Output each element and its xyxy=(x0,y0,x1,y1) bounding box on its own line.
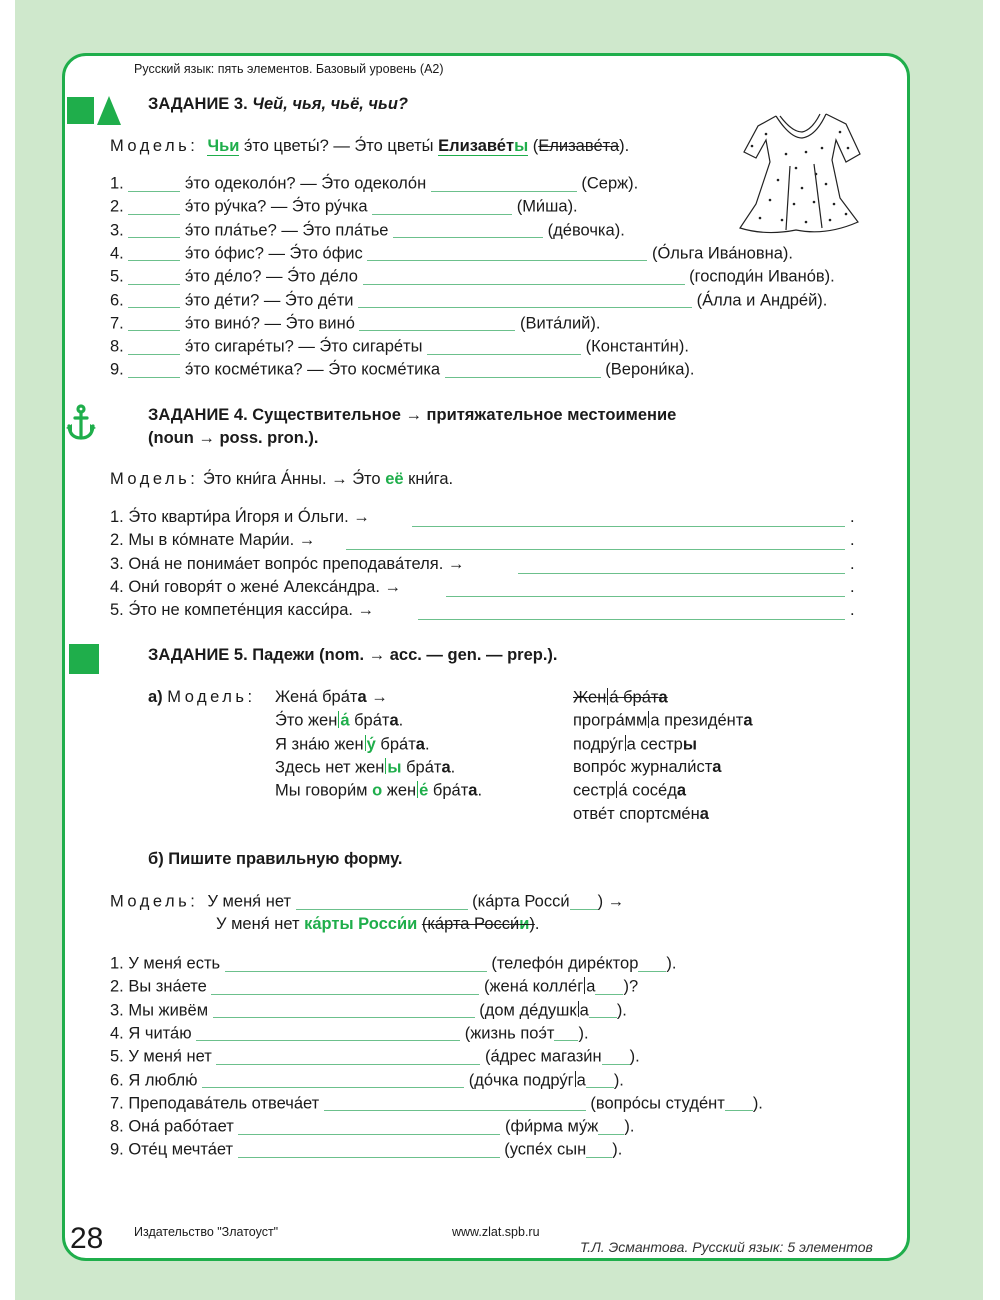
item-hint: (жизнь поэ́т xyxy=(460,1024,555,1043)
ending: а xyxy=(699,804,709,823)
model-line xyxy=(275,735,430,755)
text: . xyxy=(398,711,404,730)
answer-blank[interactable] xyxy=(393,221,543,239)
publisher: Издательство "Златоуст" xyxy=(134,1225,279,1239)
ending-blank[interactable] xyxy=(595,977,623,995)
question-word-blank[interactable] xyxy=(128,197,180,215)
text: Жена́ бра́т xyxy=(275,688,358,706)
genitive-ending: а xyxy=(441,758,451,777)
answer-blank[interactable] xyxy=(238,1140,500,1158)
task4-item xyxy=(110,555,464,574)
answer-blank[interactable] xyxy=(518,557,845,574)
question-word-blank[interactable] xyxy=(128,314,180,332)
item-hint: (вопро́сы студе́нт xyxy=(585,1094,725,1113)
answer-blank[interactable] xyxy=(359,314,515,332)
ending-blank[interactable] xyxy=(586,1140,612,1158)
text: Здесь нет жен xyxy=(275,758,385,777)
case-ending: ы xyxy=(387,758,402,777)
item-question: э́то пла́тье? — Э́то пла́тье xyxy=(180,221,394,240)
model-answer: Чьи xyxy=(207,137,240,155)
task3-model: Модель: Чьи э́то цветы́? — Э́то цветы́ Елизаве́ты (Елизаве́та). xyxy=(110,137,630,155)
text: а президе́нт xyxy=(650,711,744,730)
item-number: 1. xyxy=(110,174,124,193)
ending-blank[interactable] xyxy=(570,892,598,910)
answer-blank[interactable] xyxy=(346,533,845,550)
genitive-ending: а xyxy=(389,711,399,730)
stem: сестр xyxy=(573,781,616,800)
book-author-title: Т.Л. Эсмантова. Русский язык: 5 элементов xyxy=(580,1239,873,1255)
task5b-item xyxy=(110,1047,640,1067)
case-ending: а́ xyxy=(340,711,350,730)
item-sentence: 6. Я люблю́ xyxy=(110,1071,203,1089)
item-sentence: 5. У меня́ нет xyxy=(110,1047,217,1066)
item-hint-close: ). xyxy=(629,1047,640,1066)
item-hint: (а́дрес магази́н xyxy=(480,1047,602,1066)
item-sentence: 2. Вы зна́ете xyxy=(110,977,212,996)
task3-item xyxy=(110,174,638,194)
item-hint: (успе́х сын xyxy=(499,1140,587,1159)
item-question: э́то косме́тика? — Э́то косме́тика xyxy=(180,360,445,379)
word-pair xyxy=(573,711,753,731)
task5b-item xyxy=(110,954,677,974)
item-question: э́то сигаре́ты? — Э́то сигаре́ты xyxy=(180,337,428,356)
question-word-blank[interactable] xyxy=(128,267,180,285)
text: . xyxy=(477,781,483,800)
item-hint-close: ). xyxy=(666,954,677,973)
item-question: э́то о́фис? — Э́то о́фис xyxy=(180,244,368,263)
hint-ending: а xyxy=(586,977,596,996)
task3-item xyxy=(110,291,827,311)
question-word-blank[interactable] xyxy=(128,291,180,309)
case-ending: у́ xyxy=(366,735,376,754)
item-hint: (О́льга Ива́новна). xyxy=(647,244,793,263)
text: Э́то жен xyxy=(275,711,338,730)
task4-model: Модель: Э́то кни́га А́нны. → Э́то её кни́га. xyxy=(110,470,454,488)
answer-blank[interactable] xyxy=(412,510,845,527)
item-hint: (Вита́лий). xyxy=(515,314,601,333)
genitive-ending: а xyxy=(415,735,425,754)
ending-blank[interactable] xyxy=(602,1047,630,1065)
item-sentence: 3. Она́ не понима́ет вопро́с преподава́теля. → xyxy=(110,554,465,573)
period: . xyxy=(850,508,855,526)
green-square-icon xyxy=(69,644,99,674)
task4-item xyxy=(110,531,315,550)
answer-blank[interactable] xyxy=(324,1094,586,1112)
ending: а xyxy=(712,757,722,776)
ending-blank[interactable] xyxy=(638,954,666,972)
item-hint: (жена́ колле́г xyxy=(479,977,584,996)
answer-blank[interactable] xyxy=(202,1071,464,1089)
answer-blank[interactable] xyxy=(372,197,512,215)
text: а́ бра́т xyxy=(609,688,659,707)
task3-item xyxy=(110,314,600,334)
text: бра́т xyxy=(375,735,416,754)
ending-blank[interactable] xyxy=(598,1117,624,1135)
task4-item xyxy=(110,601,374,620)
text: . xyxy=(424,735,430,754)
answer-blank[interactable] xyxy=(418,603,845,620)
item-hint-close: ). xyxy=(616,1001,627,1020)
item-hint-close: ). xyxy=(578,1024,589,1043)
text: вопро́с журнали́ст xyxy=(573,757,713,776)
answer-blank[interactable] xyxy=(367,244,647,262)
ending: а xyxy=(743,711,753,730)
item-sentence: 9. Оте́ц мечта́ет xyxy=(110,1140,238,1159)
task3-item xyxy=(110,244,793,264)
item-hint-close: ). xyxy=(624,1117,635,1136)
task5b-item xyxy=(110,977,638,997)
item-number: 2. xyxy=(110,197,124,216)
task4-title-line2: (noun → poss. pron.). xyxy=(148,429,319,447)
task5b-model-line1: Модель: У меня́ нет (ка́рта Росси́ ) → xyxy=(110,892,625,911)
genitive-ending: а xyxy=(468,781,478,800)
item-number: 5. xyxy=(110,267,124,286)
text: бра́т xyxy=(401,758,442,777)
period: . xyxy=(850,531,855,550)
question-word-blank[interactable] xyxy=(128,221,180,239)
case-ending: е́ xyxy=(419,781,429,800)
ending-blank[interactable] xyxy=(725,1094,753,1112)
word-pair xyxy=(573,688,668,708)
model-line xyxy=(275,758,455,778)
item-sentence: 8. Она́ рабо́тает xyxy=(110,1117,239,1136)
item-number: 7. xyxy=(110,314,124,333)
ending-blank[interactable] xyxy=(589,1001,617,1019)
text: → xyxy=(366,688,388,706)
morpheme-divider xyxy=(365,735,366,752)
hint-ending: а xyxy=(576,1071,586,1089)
item-sentence: 1. Э́то кварти́ра И́горя и О́льги. → xyxy=(110,508,370,526)
morpheme-divider xyxy=(417,781,418,798)
running-title: Русский язык: пять элементов. Базовый уровень (А2) xyxy=(134,62,444,76)
preposition: о xyxy=(372,781,383,800)
word-pair xyxy=(573,758,721,777)
answer-blank[interactable] xyxy=(431,174,577,192)
ending: а xyxy=(658,688,668,707)
task5b-item xyxy=(110,1117,634,1137)
item-question: э́то вино́? — Э́то вино́ xyxy=(180,314,360,333)
publisher-url[interactable]: www.zlat.spb.ru xyxy=(452,1225,540,1239)
item-hint: (Ми́ша). xyxy=(512,197,578,216)
item-question: э́то де́ло? — Э́то де́ло xyxy=(180,267,363,286)
green-triangle-icon xyxy=(97,96,121,125)
text: а́ сосе́д xyxy=(618,781,677,800)
item-hint: (Константи́н). xyxy=(581,337,689,356)
stem: подру́г xyxy=(573,735,624,754)
item-sentence: 4. Я чита́ю xyxy=(110,1024,197,1043)
answer-blank[interactable] xyxy=(358,291,692,309)
text: Мы говори́м xyxy=(275,781,373,800)
morpheme-divider xyxy=(625,735,626,752)
stem: Жен xyxy=(573,688,607,707)
task5-title: ЗАДАНИЕ 5. Падежи (nom. → acc. — gen. — prep.). xyxy=(148,646,558,664)
text: бра́т xyxy=(349,711,390,730)
genitive-ending: а xyxy=(357,688,367,706)
text: жен xyxy=(382,781,417,800)
item-number: 4. xyxy=(110,244,124,263)
ending-blank[interactable] xyxy=(586,1071,614,1089)
task4-item xyxy=(110,578,401,597)
answer-blank[interactable] xyxy=(445,360,601,378)
item-hint: (де́вочка). xyxy=(543,221,625,240)
item-number: 9. xyxy=(110,360,124,379)
task3-item xyxy=(110,360,694,380)
answer-blank[interactable] xyxy=(213,1001,475,1019)
item-sentence: 3. Мы живём xyxy=(110,1001,213,1020)
word-pair xyxy=(573,735,697,755)
task5b-title: б) Пишите правильную форму. xyxy=(148,850,403,868)
task3-item xyxy=(110,197,578,217)
task5a-label: а) Модель: xyxy=(148,688,256,706)
text: . xyxy=(450,758,456,777)
item-question: э́то де́ти? — Э́то де́ти xyxy=(180,291,359,309)
item-sentence: 4. Они́ говоря́т о жене́ Алекса́ндра. → xyxy=(110,577,401,596)
task3-item xyxy=(110,221,625,241)
text: а сестр xyxy=(626,735,683,754)
question-word-blank[interactable] xyxy=(128,244,180,262)
answer-blank[interactable] xyxy=(211,977,479,995)
morpheme-divider xyxy=(578,1001,579,1018)
answer-blank[interactable] xyxy=(363,267,685,285)
answer-blank[interactable] xyxy=(446,580,845,597)
morpheme-divider xyxy=(575,1071,576,1088)
model-line xyxy=(275,688,388,707)
item-hint-close: )? xyxy=(623,977,639,996)
answer-blank[interactable] xyxy=(225,954,487,972)
answer-blank[interactable] xyxy=(216,1047,480,1065)
answer-blank[interactable] xyxy=(238,1117,500,1135)
item-hint-close: ). xyxy=(752,1094,763,1113)
task5b-item xyxy=(110,1071,624,1091)
item-hint: (господи́н Ивано́в). xyxy=(684,267,835,286)
dress-illustration xyxy=(736,104,864,234)
item-question: э́то одеколо́н? — Э́то одеколо́н xyxy=(180,174,431,193)
item-sentence: 1. У меня́ есть xyxy=(110,954,225,973)
task5b-item xyxy=(110,1140,622,1160)
word-pair xyxy=(573,781,686,801)
item-hint: (А́лла и Андре́й). xyxy=(692,291,828,309)
task3-title: ЗАДАНИЕ 3. Чей, чья, чьё, чьи? xyxy=(148,95,408,113)
text: Я зна́ю жен xyxy=(275,735,364,754)
word-pair xyxy=(573,805,709,824)
item-hint: (Верони́ка). xyxy=(600,360,695,379)
page-number: 28 xyxy=(70,1222,104,1255)
period: . xyxy=(850,577,855,596)
anchor-icon xyxy=(66,404,96,442)
text: отве́т спортсме́н xyxy=(573,804,700,823)
answer-blank[interactable] xyxy=(296,892,468,910)
task5b-model-line2: У меня́ нет ка́рты Росси́и (ка́рта Росси́и). xyxy=(216,915,540,933)
period: . xyxy=(850,601,855,620)
item-hint-close: ). xyxy=(612,1140,623,1159)
question-word-blank[interactable] xyxy=(128,360,180,378)
question-word-blank[interactable] xyxy=(128,337,180,355)
task5b-item xyxy=(110,1024,589,1044)
item-number: 3. xyxy=(110,221,124,240)
item-hint: (дом де́душк xyxy=(474,1001,577,1020)
item-hint: (Серж). xyxy=(576,174,639,193)
answer-blank[interactable] xyxy=(427,337,581,355)
task5b-item xyxy=(110,1001,627,1021)
item-number: 8. xyxy=(110,337,124,356)
period: . xyxy=(850,554,855,573)
model-line xyxy=(275,711,403,731)
item-number: 6. xyxy=(110,291,124,309)
item-sentence: 2. Мы в ко́мнате Мари́и. → xyxy=(110,531,316,550)
ending: ы xyxy=(682,735,697,754)
text: бра́т xyxy=(428,781,469,800)
ending: а xyxy=(676,781,687,800)
item-hint: (до́чка подру́г xyxy=(464,1071,574,1089)
item-question: э́то ру́чка? — Э́то ру́чка xyxy=(180,197,373,216)
question-word-blank[interactable] xyxy=(128,174,180,192)
task4-title-line1: ЗАДАНИЕ 4. Существительное → притяжательное местоимение xyxy=(148,406,677,424)
ending-blank[interactable] xyxy=(554,1024,578,1042)
model-line xyxy=(275,781,482,801)
task3-item xyxy=(110,337,689,357)
item-hint: (телефо́н дире́ктор xyxy=(486,954,639,973)
stem: програ́мм xyxy=(573,711,648,730)
task4-item xyxy=(110,508,370,527)
item-hint-close: ). xyxy=(613,1071,624,1089)
answer-blank[interactable] xyxy=(196,1024,460,1042)
task5b-item xyxy=(110,1094,763,1114)
item-sentence: 5. Э́то не компете́нция касси́ра. → xyxy=(110,601,375,620)
hint-ending: а xyxy=(579,1001,589,1020)
task3-item xyxy=(110,267,835,287)
item-hint: (фи́рма му́ж xyxy=(500,1117,599,1136)
green-square-icon xyxy=(67,97,94,124)
item-sentence: 7. Преподава́тель отвеча́ет xyxy=(110,1094,324,1113)
